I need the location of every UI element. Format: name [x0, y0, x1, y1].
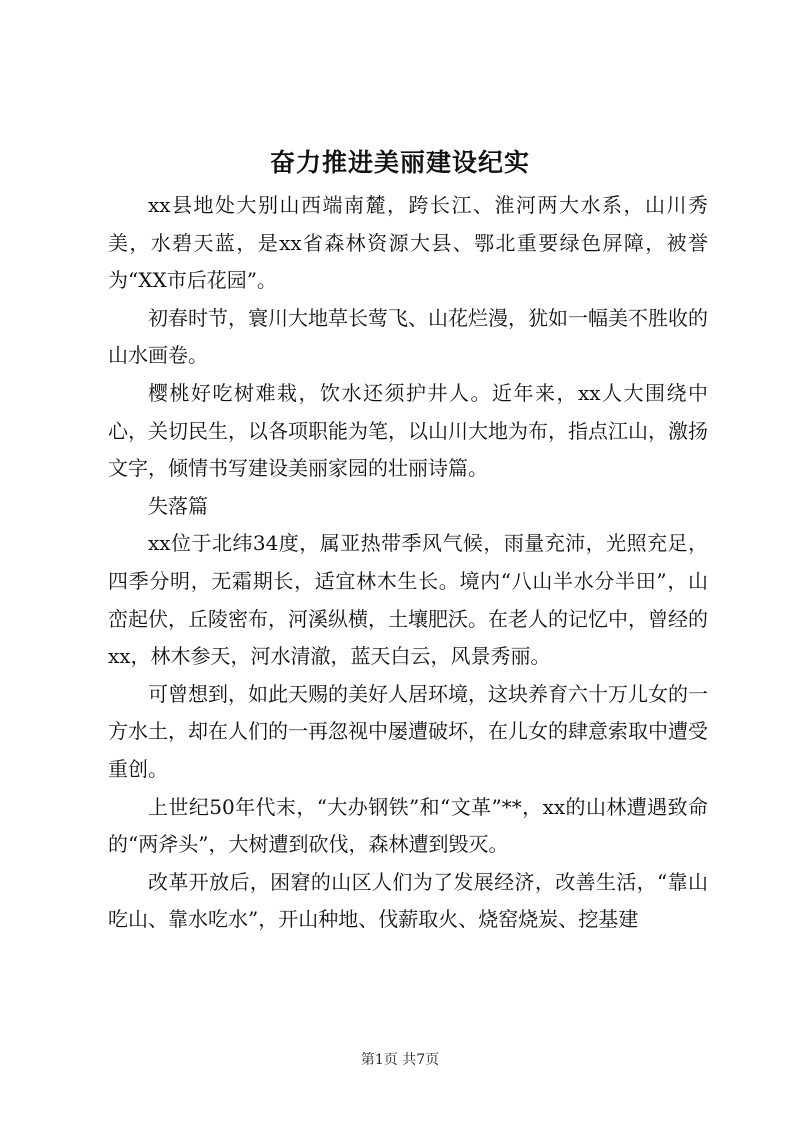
page-footer: 第1页 共7页 — [360, 1052, 440, 1068]
document-title: 奋力推进美丽建设纪实 — [269, 148, 530, 177]
paragraph-1: xx县地处大别山西端南麓，跨长江、淮河两大水系，山川秀美，水碧天蓝，是xx省森林资源大县、鄂北重要绿色屏障，被誉为“XX市后花园”。 — [108, 193, 708, 293]
paragraph-7: 上世纪50年代末，“大办钢铁”和“文革”**，xx的山林遭遇致命的“两斧头”，大树遭到砍伐，森林遭到毁灭。 — [108, 794, 708, 857]
paragraph-2: 初春时节，寰川大地草长莺飞、山花烂漫，犹如一幅美不胜收的山水画卷。 — [108, 305, 708, 368]
section-heading: 失落篇 — [148, 493, 208, 518]
document-body — [108, 187, 708, 939]
paragraph-3: 樱桃好吃树难栽，饮水还须护井人。近年来，xx人大围绕中心，关切民生，以各项职能为笔，以山川大地为布，指点江山，激扬文字，倾情书写建设美丽家园的壮丽诗篇。 — [108, 380, 708, 481]
paragraph-8: 改革开放后，困窘的山区人们为了发展经济，改善生活，“靠山吃山、靠水吃水”，开山种地、伐薪取火、烧窑烧炭、挖基建 — [108, 869, 708, 932]
paragraph-5: xx位于北纬34度，属亚热带季风气候，雨量充沛，光照充足，四季分明，无霜期长，适宜林木生长。境内“八山半水分半田”，山峦起伏，丘陵密布，河溪纵横，土壤肥沃。在老人的记忆中，曾经的xx，林木参天，河水清澈，蓝天白云，风景秀丽。 — [108, 531, 708, 669]
paragraph-6: 可曾想到，如此天赐的美好人居环境，这块养育六十万儿女的一方水土，却在人们的一再忽视中屡遭破坏，在儿女的肆意索取中遭受重创。 — [108, 681, 708, 781]
